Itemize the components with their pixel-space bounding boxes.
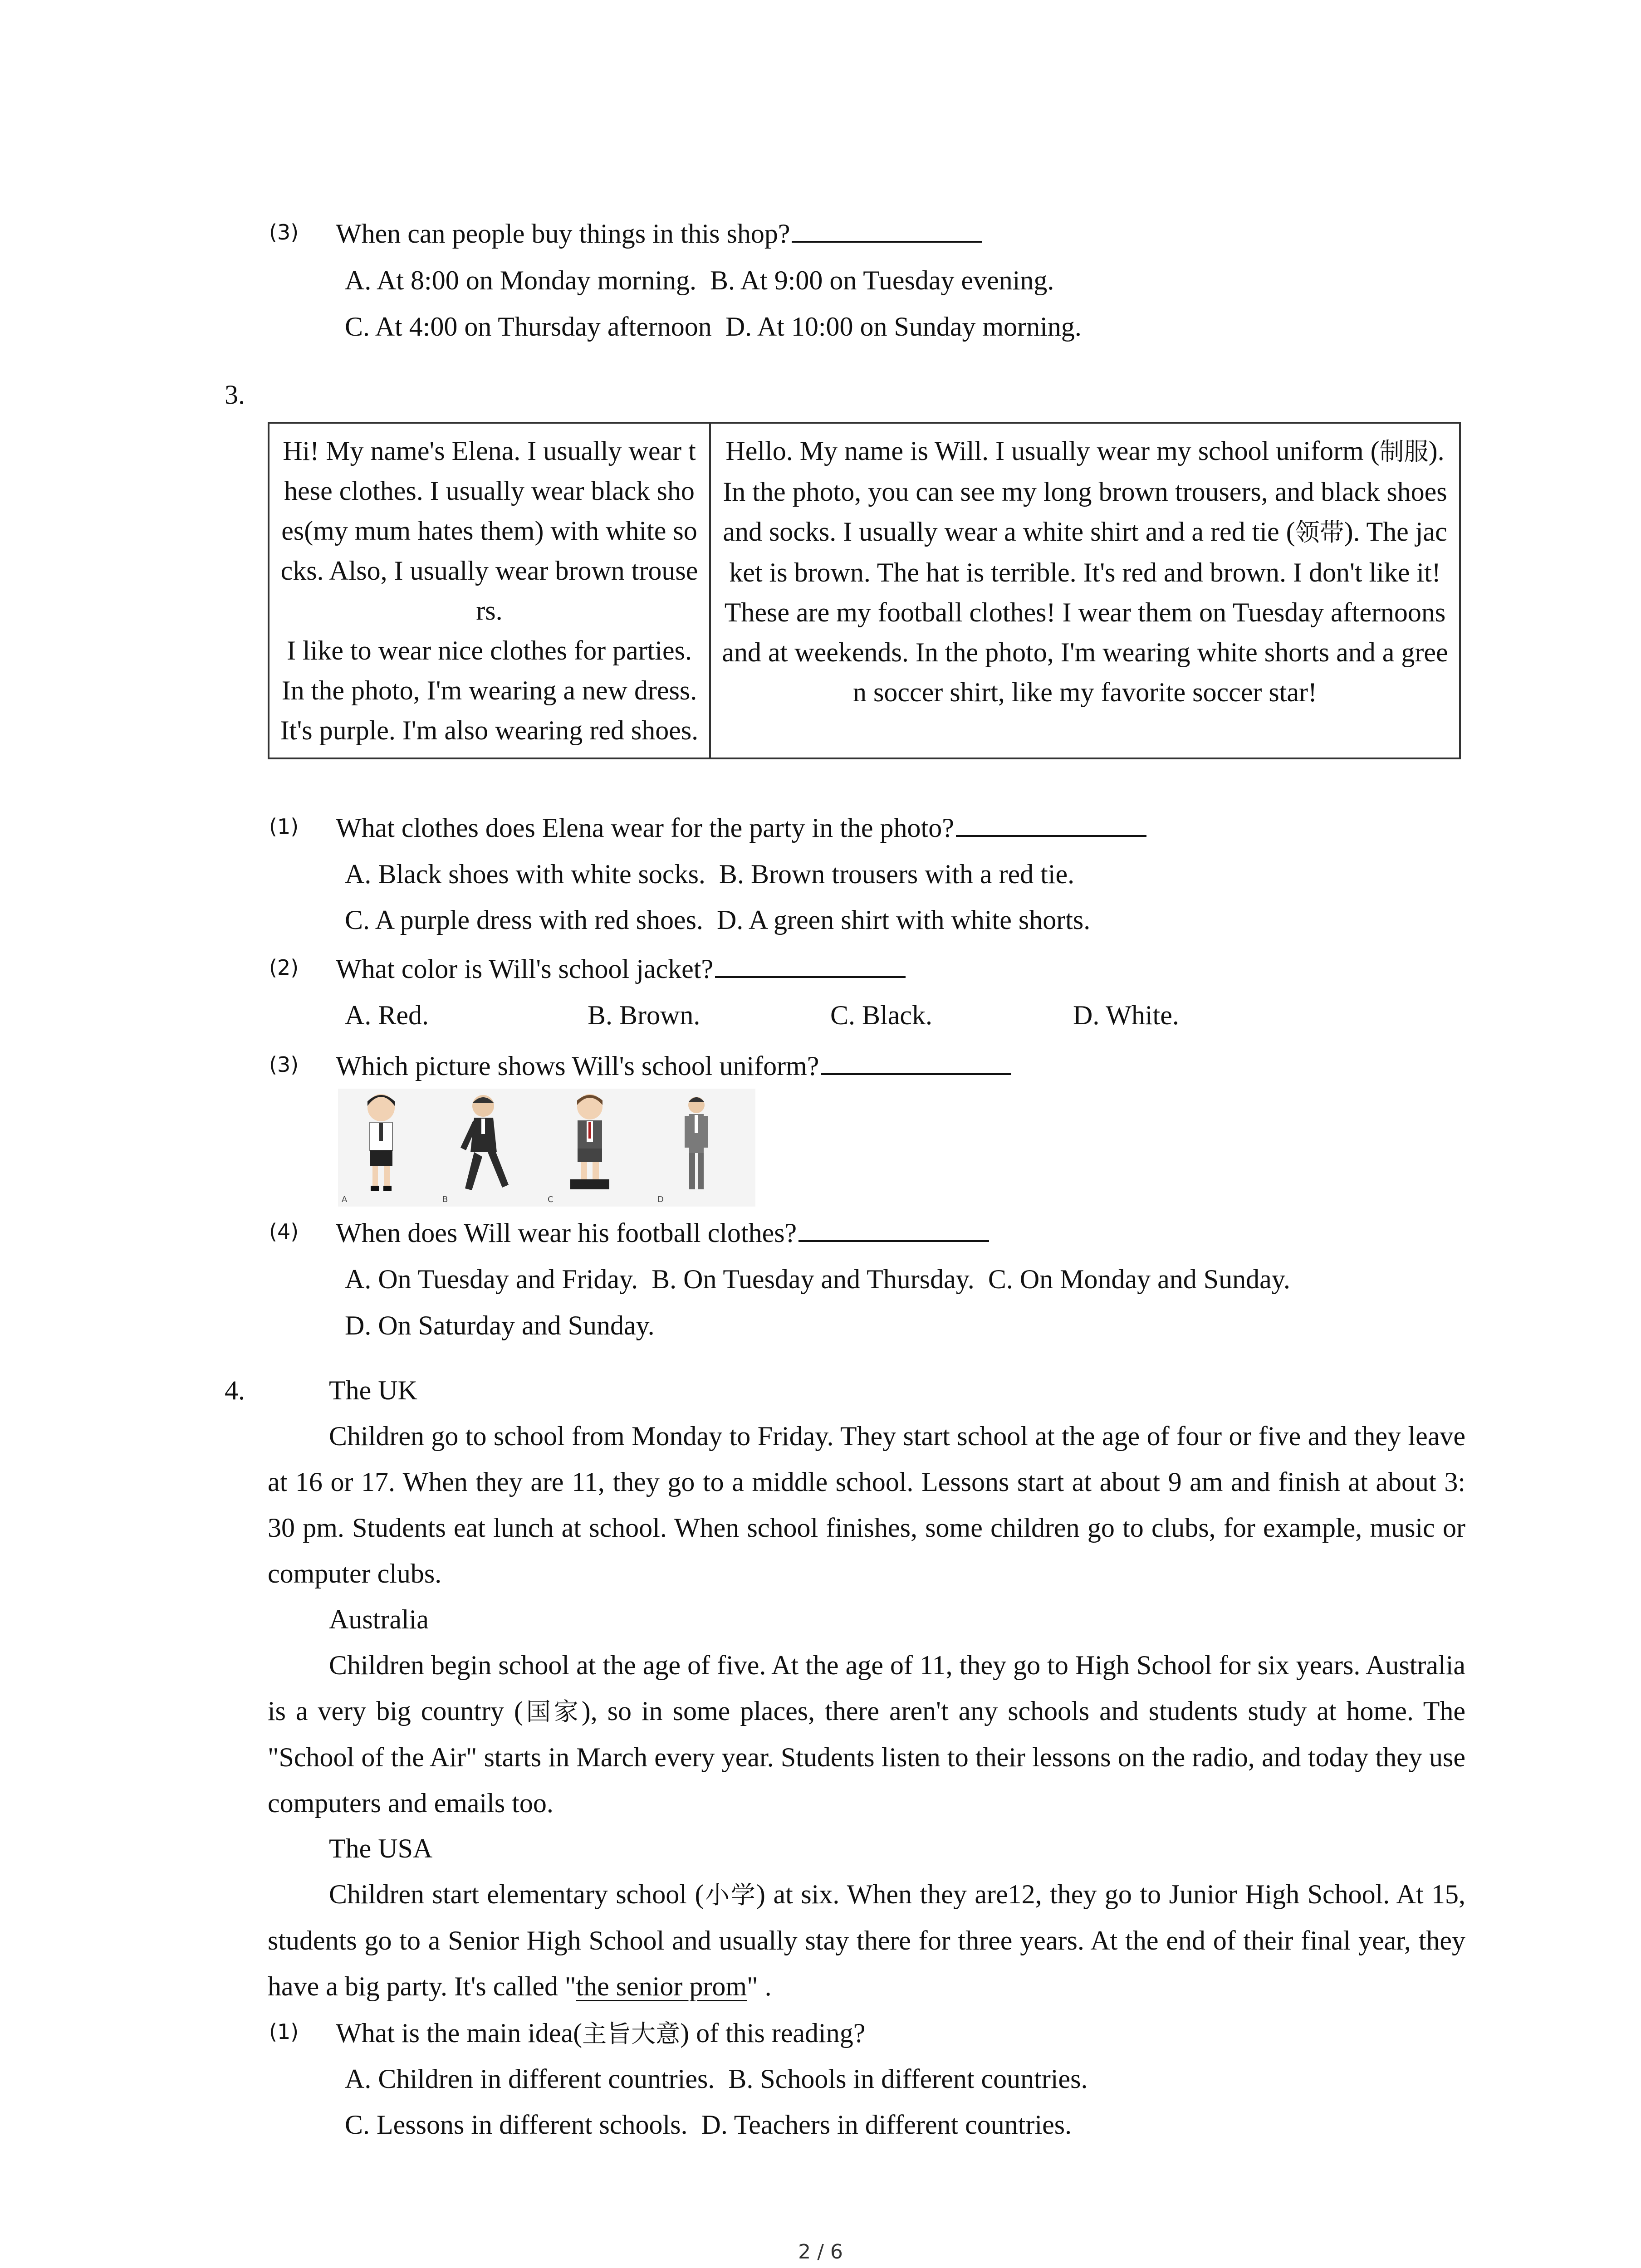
question-stem-b: ) of this reading? (680, 2018, 866, 2048)
option-line (345, 2102, 1072, 2147)
question-cjk: 主旨大意 (582, 2019, 681, 2048)
answer-blank[interactable] (956, 807, 1146, 837)
paragraph-usa (268, 1872, 1465, 2009)
paragraph-australia (268, 1642, 1465, 1826)
option-line (345, 2056, 1087, 2102)
australia-text-b: ), so in some places, there aren't any schools and students study at home. The "School of the Air" starts in March every year. Students listen to their lessons on the radio, and today they use computers and emails too. (268, 1696, 1465, 1818)
option-c[interactable]: C. On Monday and Sunday. (988, 1264, 1290, 1294)
elena-paragraph-2: I like to wear nice clothes for parties. In the photo, I'm wearing a new dress. It's purple. I'm also wearing red shoes. (280, 635, 699, 745)
senior-prom-term: the senior prom (576, 1971, 747, 2001)
australia-cjk: 国家 (523, 1697, 582, 1726)
option-a[interactable]: A. Black shoes with white socks. (345, 859, 705, 889)
answer-blank[interactable] (792, 213, 982, 243)
option-c[interactable]: C. Lessons in different schools. (345, 2110, 688, 2140)
answer-blank[interactable] (821, 1045, 1011, 1075)
elena-passage (269, 423, 710, 758)
page-number: 2 / 6 (798, 2240, 843, 2263)
will-text-c: ). The jacket is brown. The hat is terrible. It's red and brown. I don't like it! (729, 517, 1447, 587)
option-a[interactable]: A. At 8:00 on Monday morning. (345, 265, 696, 295)
figure-label-d: D (657, 1195, 664, 1204)
question-text (336, 2010, 865, 2057)
option-d[interactable]: D. On Saturday and Sunday. (345, 1310, 655, 1340)
option-line (345, 851, 1074, 897)
will-paragraph-1 (721, 431, 1449, 592)
option-b[interactable]: B. At 9:00 on Tuesday evening. (710, 265, 1054, 295)
section-number: 3. (225, 380, 245, 410)
question-stem-a: What is the main idea( (336, 2018, 583, 2048)
usa-text-a: Children start elementary school ( (329, 1879, 704, 1909)
option-line (345, 258, 1054, 303)
uniform-pictures (338, 1089, 755, 1207)
option-line (345, 304, 1082, 349)
will-cjk-tie: 领带 (1295, 518, 1344, 547)
australia-text-a: Children begin school at the age of five. At the age of 11, they go to High School for six years. Australia is a very big country ( (268, 1650, 1465, 1726)
option-a[interactable]: A. On Tuesday and Friday. (345, 1264, 638, 1294)
question-text (336, 1210, 989, 1256)
figure-label-b: B (442, 1195, 448, 1204)
figure-label-a: A (342, 1195, 348, 1204)
option-line (345, 897, 1090, 943)
heading-uk: The UK (329, 1375, 417, 1405)
question-text (336, 805, 1146, 850)
heading-australia: Australia (329, 1604, 429, 1634)
usa-text-b: ) at six. When they are12, they go to Junior High School. At 15, students go to a Senior High School and usually stay there for three years. At the end of their final year, they have a big party. It's called " (268, 1879, 1466, 2001)
will-text-b: ). In the photo, you can see my long brown trousers, and black shoes and socks. I usually wear a white shirt and a red tie ( (723, 436, 1447, 547)
question-number: (1) (269, 2019, 299, 2044)
option-b[interactable]: B. Schools in different countries. (728, 2064, 1088, 2094)
question-stem: Which picture shows Will's school uniform? (336, 1051, 819, 1081)
option-d[interactable]: D. Teachers in different countries. (701, 2110, 1072, 2140)
option-a[interactable]: A. Children in different countries. (345, 2064, 715, 2094)
will-passage (710, 423, 1460, 758)
question-stem: What clothes does Elena wear for the party in the photo? (336, 813, 954, 843)
heading-usa: The USA (329, 1833, 433, 1863)
question-text (336, 946, 906, 992)
figure-label-c: C (548, 1195, 554, 1204)
paragraph-uk: Children go to school from Monday to Friday. They start school at the age of four or five and they leave at 16 or 17. When they are 11, they go to a middle school. Lessons start at about 9 am and finish at about 3: 30 pm. Students eat lunch at school. When school finishes, some children go to clubs, for example, music or computer clubs. (268, 1421, 1465, 1589)
section-number: 4. (225, 1375, 245, 1405)
option-d[interactable]: D. White. (1073, 1000, 1179, 1030)
usa-text-c: " . (747, 1971, 772, 2001)
question-text (336, 211, 982, 256)
passage-table (268, 422, 1461, 759)
will-paragraph-2: These are my football clothes! I wear them on Tuesday afternoons and at weekends. In the photo, I'm wearing white shorts and a green soccer shirt, like my favorite soccer star! (722, 597, 1448, 707)
question-text (336, 1043, 1011, 1089)
question-number: (3) (269, 1052, 299, 1077)
will-text-a: Hello. My name is Will. I usually wear my school uniform ( (725, 436, 1380, 466)
question-stem: When can people buy things in this shop? (336, 219, 790, 249)
option-c[interactable]: C. Black. (830, 1000, 932, 1030)
question-number: (4) (269, 1219, 299, 1244)
answer-blank[interactable] (715, 948, 906, 978)
option-a[interactable]: A. Red. (345, 1000, 429, 1030)
option-b[interactable]: B. Brown trousers with a red tie. (719, 859, 1075, 889)
option-c[interactable]: C. A purple dress with red shoes. (345, 905, 703, 935)
question-number: (2) (269, 955, 299, 980)
usa-cjk: 小学 (704, 1881, 757, 1909)
question-stem: What color is Will's school jacket? (336, 954, 714, 984)
will-cjk-uniform: 制服 (1379, 437, 1429, 466)
question-number: (1) (269, 814, 299, 839)
option-d[interactable]: D. A green shirt with white shorts. (716, 905, 1091, 935)
option-c[interactable]: C. At 4:00 on Thursday afternoon (345, 312, 712, 342)
option-b[interactable]: B. On Tuesday and Thursday. (652, 1264, 975, 1294)
question-stem: When does Will wear his football clothes? (336, 1218, 797, 1248)
answer-blank[interactable] (798, 1212, 989, 1242)
option-b[interactable]: B. Brown. (588, 1000, 700, 1030)
option-d[interactable]: D. At 10:00 on Sunday morning. (725, 312, 1082, 342)
elena-paragraph-1: Hi! My name's Elena. I usually wear these clothes. I usually wear black shoes(my mum hates them) with white socks. Also, I usually wear brown trousers. (280, 436, 698, 626)
question-number: (3) (269, 220, 299, 244)
option-line (345, 1256, 1290, 1302)
